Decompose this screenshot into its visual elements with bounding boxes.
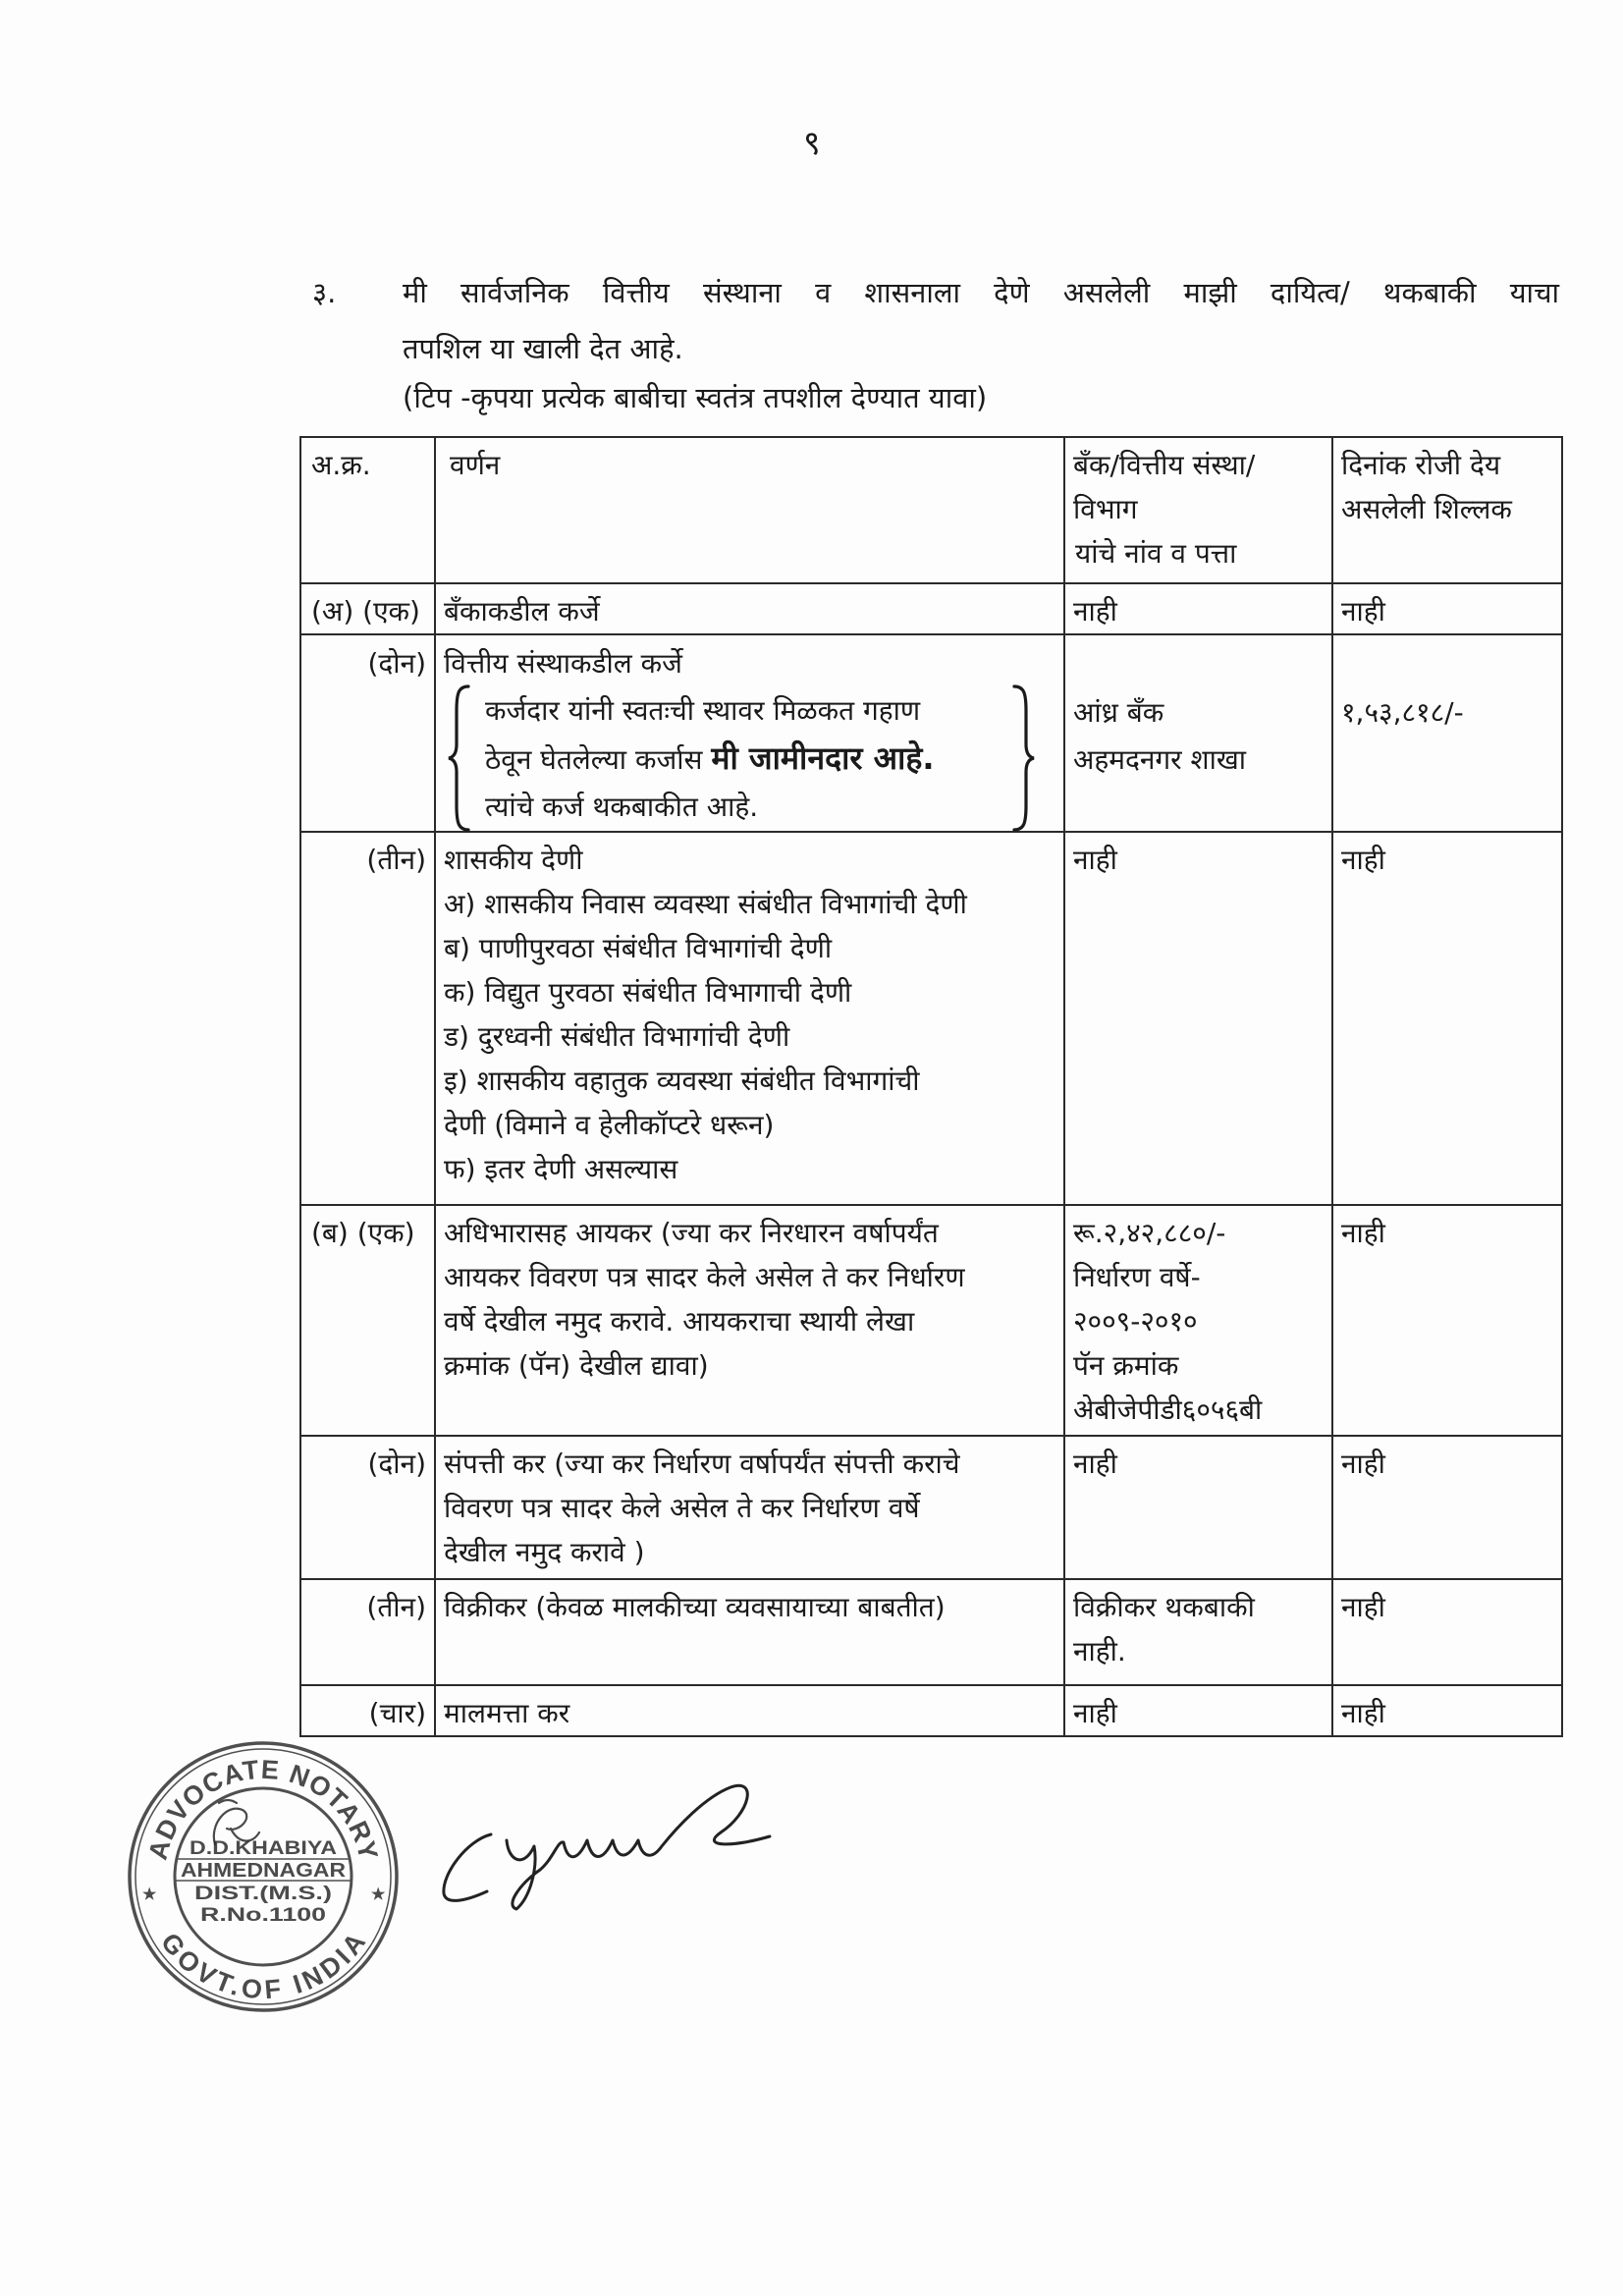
stamp-bottom-arc-text: GOVT.OF INDIA [154, 1927, 372, 2005]
row-serial-label: (ब) (एक) [311, 1217, 415, 1249]
guarantor-note [444, 687, 1033, 831]
liabilities-table [299, 436, 1563, 1737]
row-description [435, 1205, 1064, 1436]
guarantor-note-line [485, 735, 1033, 784]
institution-line: नाही. [1073, 1635, 1126, 1667]
guarantor-note-line: कर्जदार यांनी स्वतःची स्थावर मिळकत गहाण [485, 694, 921, 727]
header-institution-line: बँक/वित्तीय संस्था/ [1073, 449, 1256, 481]
description-line: इ) शासकीय वहातुक व्यवस्था संबंधीत विभागांची [444, 1065, 920, 1097]
stamp-name: D.D.KHABIYA [189, 1838, 338, 1859]
row-serial [300, 1205, 435, 1436]
description-line: विवरण पत्र सादर केले असेल ते कर निर्धारण वर्षे [444, 1492, 920, 1524]
description-line: देणी (विमाने व हेलीकॉप्टरे धरून) [444, 1109, 775, 1141]
table-row [300, 1436, 1562, 1579]
guarantor-statement: मी जामीनदार आहे. [711, 739, 935, 777]
header-institution-line: विभाग [1073, 493, 1138, 525]
institution-line: २००९-२०१० [1073, 1305, 1198, 1338]
row-serial [300, 832, 435, 1205]
institution-line: नाही [1073, 595, 1117, 628]
institution-line: नाही [1073, 1448, 1117, 1480]
right-brace-icon [1011, 683, 1035, 833]
row-description [435, 1436, 1064, 1579]
signature-icon [430, 1768, 793, 1915]
institution-line: निर्धारण वर्षे- [1073, 1261, 1201, 1293]
header-description-label: वर्णन [450, 449, 501, 481]
table-row [300, 583, 1562, 634]
description-line: विक्रीकर (केवळ मालकीच्या व्यवसायाच्या बाबतीत) [444, 1591, 946, 1623]
institution-line: पॅन क्रमांक [1073, 1349, 1179, 1382]
page-number: ९ [803, 124, 821, 163]
stamp-top-arc-text: ADVOCATE NOTARY [142, 1754, 384, 1863]
header-serial [300, 437, 435, 583]
description-line: मालमत्ता कर [444, 1697, 570, 1729]
balance-value: नाही [1341, 1448, 1385, 1480]
balance-value: नाही [1341, 595, 1385, 628]
institution-line: अेबीजेपीडी६०५६बी [1073, 1394, 1263, 1426]
balance-value: नाही [1341, 1697, 1385, 1729]
row-balance [1332, 1685, 1562, 1736]
section-number: ३. [312, 276, 337, 309]
section-text-line-1: मी सार्वजनिक वित्तीय संस्थाना व शासनाला देणे असलेली माझी दायित्व/ थकबाकी याचा [403, 276, 1559, 309]
row-institution [1064, 1579, 1332, 1685]
row-balance [1332, 583, 1562, 634]
institution-line: नाही [1073, 844, 1117, 876]
guarantor-note-text: ठेवून घेतलेल्या कर्जास [485, 743, 703, 776]
guarantor-note-line: त्यांचे कर्ज थकबाकीत आहे. [485, 791, 759, 823]
description-line: क) विद्युत पुरवठा संबंधीत विभागाची देणी [444, 976, 852, 1009]
table-row [300, 1205, 1562, 1436]
stamp-city: AHMEDNAGAR [181, 1860, 347, 1882]
table-row [300, 1685, 1562, 1736]
description-line: वर्षे देखील नमुद करावे. आयकराचा स्थायी लेखा [444, 1305, 915, 1338]
description-line: बँकाकडील कर्जे [444, 595, 600, 628]
row-serial-label: (दोन) [367, 647, 426, 680]
row-institution [1064, 1685, 1332, 1736]
header-institution-line: यांचे नांव व पत्ता [1075, 537, 1237, 570]
row-description [435, 832, 1064, 1205]
row-description [435, 1685, 1064, 1736]
header-serial-label: अ.क्र. [311, 449, 371, 481]
description-line: फ) इतर देणी असल्यास [444, 1153, 678, 1185]
institution-line: अहमदनगर शाखा [1073, 743, 1246, 776]
row-serial-label: (अ) (एक) [311, 595, 420, 628]
row-serial-label: (तीन) [366, 844, 426, 876]
row-serial [300, 1436, 435, 1579]
institution-line: आंध्र बँक [1073, 696, 1164, 729]
header-description [435, 437, 1064, 583]
row-balance [1332, 1436, 1562, 1579]
row-balance [1332, 1205, 1562, 1436]
table-row [300, 1579, 1562, 1685]
balance-value: १,५३,८१८/- [1341, 696, 1464, 729]
description-line: आयकर विवरण पत्र सादर केले असेल ते कर निर्धारण [444, 1261, 965, 1293]
header-balance [1332, 437, 1562, 583]
row-serial-label: (दोन) [367, 1448, 426, 1480]
row-balance [1332, 634, 1562, 832]
row-serial [300, 1685, 435, 1736]
star-icon: ★ [142, 1886, 157, 1903]
balance-value: नाही [1341, 844, 1385, 876]
section-note: (टिप -कृपया प्रत्येक बाबीचा स्वतंत्र तपशील देण्यात यावा) [403, 381, 988, 414]
row-serial [300, 634, 435, 832]
table-header-row [300, 437, 1562, 583]
row-institution [1064, 1436, 1332, 1579]
description-line: ब) पाणीपुरवठा संबंधीत विभागांची देणी [444, 932, 833, 964]
stamp-district: DIST.(M.S.) [194, 1884, 332, 1904]
header-balance-line: दिनांक रोजी देय [1341, 449, 1501, 481]
row-balance [1332, 832, 1562, 1205]
description-line: वित्तीय संस्थाकडील कर्जे [444, 647, 682, 680]
description-line: संपत्ती कर (ज्या कर निर्धारण वर्षापर्यंत संपत्ती कराचे [444, 1448, 960, 1480]
row-description [435, 634, 1064, 832]
stamp-registration: R.No.1100 [200, 1905, 326, 1926]
institution-line: विक्रीकर थकबाकी [1073, 1591, 1255, 1623]
row-serial-label: (तीन) [366, 1591, 426, 1623]
description-line: क्रमांक (पॅन) देखील द्यावा) [444, 1349, 709, 1382]
star-icon: ★ [371, 1886, 386, 1903]
description-line: अ) शासकीय निवास व्यवस्था संबंधीत विभागांची देणी [444, 888, 967, 920]
section-text-line-2: तपशिल या खाली देत आहे. [403, 332, 683, 365]
description-line: शासकीय देणी [444, 844, 583, 876]
header-balance-line: असलेली शिल्लक [1341, 493, 1512, 525]
row-description [435, 583, 1064, 634]
row-serial [300, 1579, 435, 1685]
row-institution [1064, 583, 1332, 634]
header-institution [1064, 437, 1332, 583]
row-institution [1064, 634, 1332, 832]
balance-value: नाही [1341, 1591, 1385, 1623]
left-brace-icon [448, 683, 471, 833]
table-row [300, 634, 1562, 832]
row-balance [1332, 1579, 1562, 1685]
notary-stamp [121, 1734, 406, 2019]
row-serial [300, 583, 435, 634]
row-institution [1064, 832, 1332, 1205]
row-institution [1064, 1205, 1332, 1436]
row-description [435, 1579, 1064, 1685]
description-line: अधिभारासह आयकर (ज्या कर निरधारन वर्षापर्यंत [444, 1217, 939, 1249]
institution-line: रू.२,४२,८८०/- [1073, 1217, 1226, 1249]
description-line: देखील नमुद करावे ) [444, 1536, 645, 1568]
description-line: ड) दुरध्वनी संबंधीत विभागांची देणी [444, 1020, 790, 1053]
row-serial-label: (चार) [368, 1697, 426, 1729]
institution-line: नाही [1073, 1697, 1117, 1729]
table-row [300, 832, 1562, 1205]
balance-value: नाही [1341, 1217, 1385, 1249]
